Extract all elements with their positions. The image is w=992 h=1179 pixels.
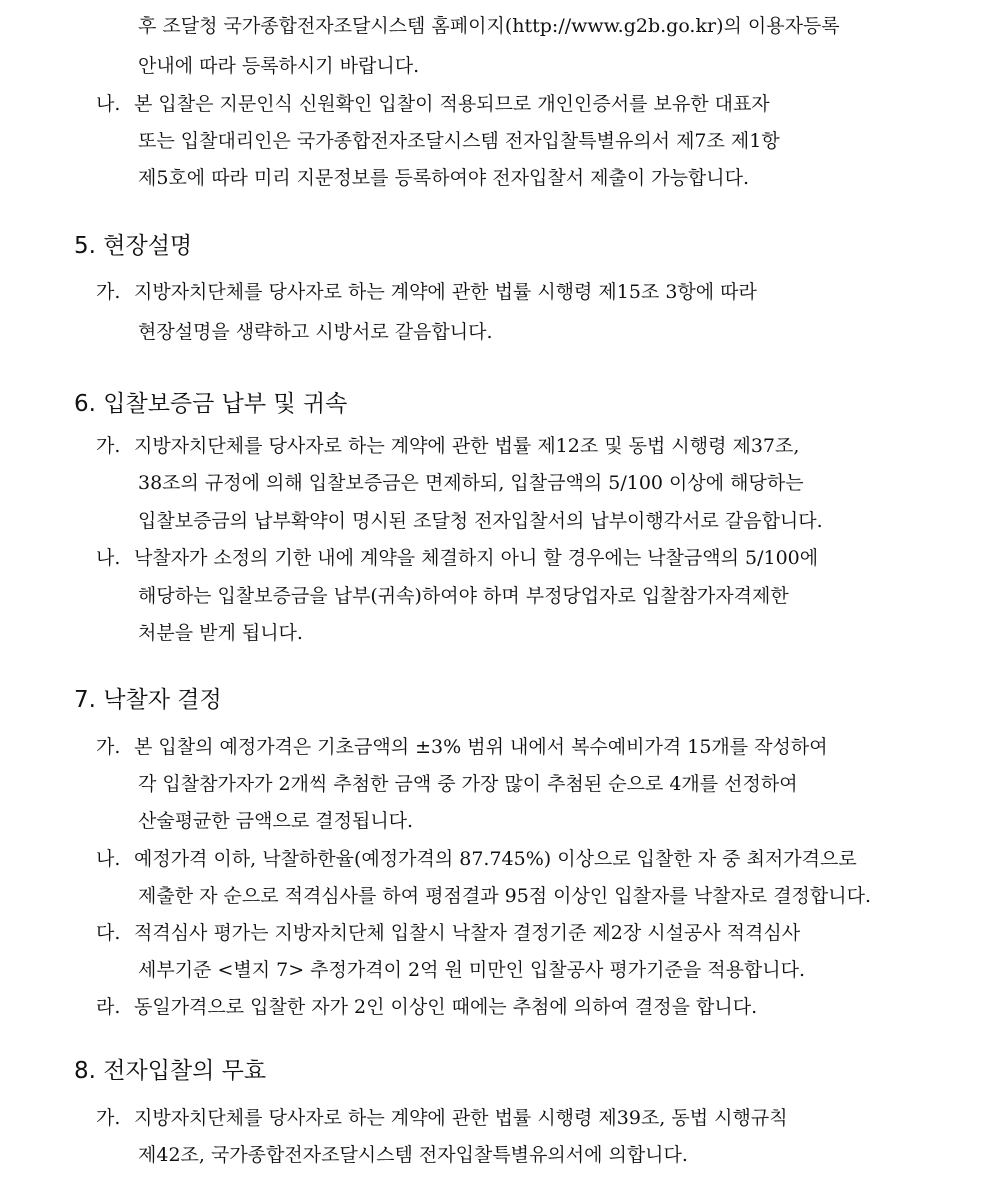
paragraph-line: 세부기준 <별지 7> 추정가격이 2억 원 미만인 입찰공사 평가기준을 적용합니다. [138, 959, 806, 981]
paragraph-line: 해당하는 입찰보증금을 납부(귀속)하여야 하며 부정당업자로 입찰참가자격제한 [138, 585, 789, 607]
list-marker: 가. [96, 1107, 121, 1129]
paragraph-line: 지방자치단체를 당사자로 하는 계약에 관한 법률 시행령 제39조, 동법 시행규칙 [134, 1107, 788, 1129]
paragraph-line: 산술평균한 금액으로 결정됩니다. [138, 810, 414, 832]
list-item [96, 1102, 788, 1134]
list-item [96, 542, 818, 574]
paragraph-line: 적격심사 평가는 지방자치단체 입찰시 낙찰자 결정기준 제2장 시설공사 적격심사 [134, 922, 801, 944]
section-heading: 7. 낙찰자 결정 [74, 687, 222, 713]
list-item [96, 991, 757, 1023]
paragraph-line: 처분을 받게 됩니다. [138, 622, 303, 644]
paragraph-line: 각 입찰참가자가 2개씩 추첨한 금액 중 가장 많이 추첨된 순으로 4개를 선정하여 [138, 773, 798, 795]
paragraph-line: 제5호에 따라 미리 지문정보를 등록하여야 전자입찰서 제출이 가능합니다. [138, 167, 750, 189]
section-heading: 8. 전자입찰의 무효 [74, 1058, 267, 1084]
list-item [96, 276, 757, 308]
list-marker: 나. [96, 93, 121, 115]
list-item [96, 430, 799, 462]
list-marker: 나. [96, 547, 121, 569]
paragraph-line: 후 조달청 국가종합전자조달시스템 홈페이지(http://www.g2b.go.kr)의 이용자등록 [138, 15, 840, 37]
list-marker: 가. [96, 281, 121, 303]
section-heading: 6. 입찰보증금 납부 및 귀속 [74, 391, 348, 417]
paragraph-line: 안내에 따라 등록하시기 바랍니다. [138, 55, 420, 77]
paragraph-line: 입찰보증금의 납부확약이 명시된 조달청 전자입찰서의 납부이행각서로 갈음합니다. [138, 510, 823, 532]
paragraph-line: 낙찰자가 소정의 기한 내에 계약을 체결하지 아니 할 경우에는 낙찰금액의 5/100에 [134, 547, 819, 569]
list-marker: 다. [96, 922, 121, 944]
paragraph-line: 본 입찰은 지문인식 신원확인 입찰이 적용되므로 개인인증서를 보유한 대표자 [134, 93, 770, 115]
list-marker: 가. [96, 736, 121, 758]
list-marker: 나. [96, 848, 121, 870]
list-item [96, 917, 800, 949]
paragraph-line: 현장설명을 생략하고 시방서로 갈음합니다. [138, 321, 493, 343]
paragraph-line: 지방자치단체를 당사자로 하는 계약에 관한 법률 시행령 제15조 3항에 따라 [134, 281, 757, 303]
list-item [96, 843, 857, 875]
list-marker: 가. [96, 435, 121, 457]
list-marker: 라. [96, 996, 121, 1018]
paragraph-line: 제출한 자 순으로 적격심사를 하여 평점결과 95점 이상인 입찰자를 낙찰자로 결정합니다. [138, 885, 872, 907]
paragraph-line: 예정가격 이하, 낙찰하한율(예정가격의 87.745%) 이상으로 입찰한 자 중 최저가격으로 [134, 848, 857, 870]
paragraph-line: 제42조, 국가종합전자조달시스템 전자입찰특별유의서에 의합니다. [138, 1144, 688, 1166]
paragraph-line: 지방자치단체를 당사자로 하는 계약에 관한 법률 제12조 및 동법 시행령 제37조, [134, 435, 800, 457]
paragraph-line: 또는 입찰대리인은 국가종합전자조달시스템 전자입찰특별유의서 제7조 제1항 [138, 130, 780, 152]
paragraph-line: 38조의 규정에 의해 입찰보증금은 면제하되, 입찰금액의 5/100 이상에 해당하는 [138, 472, 804, 494]
section-heading: 5. 현장설명 [74, 233, 193, 259]
paragraph-line: 본 입찰의 예정가격은 기초금액의 ±3% 범위 내에서 복수예비가격 15개를 작성하여 [134, 736, 828, 758]
list-item [96, 731, 828, 763]
list-item-na [96, 88, 770, 120]
paragraph-line: 동일가격으로 입찰한 자가 2인 이상인 때에는 추첨에 의하여 결정을 합니다. [134, 996, 758, 1018]
